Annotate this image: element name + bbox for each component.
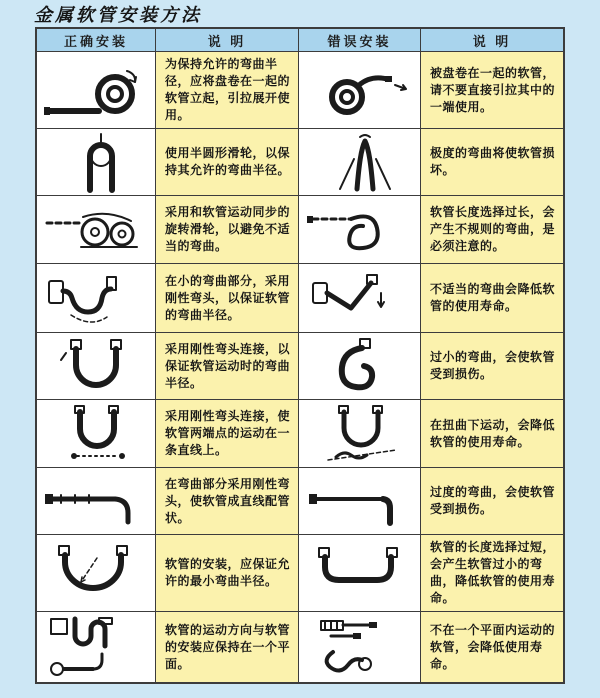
correct-description: 采用和软管运动同步的旋转滑轮，以避免不适当的弯曲。 bbox=[156, 196, 299, 264]
table-row bbox=[37, 468, 564, 535]
wrong-image-cell bbox=[299, 400, 421, 468]
hose-same-plane-motion-icon bbox=[41, 614, 151, 680]
wrong-image-cell bbox=[299, 535, 421, 612]
correct-image-cell bbox=[37, 612, 156, 683]
header-wrong-install: 错误安装 bbox=[299, 29, 421, 52]
wrong-image-cell bbox=[299, 333, 421, 400]
correct-description: 软管的运动方向与软管的安装应保持在一个平面。 bbox=[156, 612, 299, 683]
header-wrong-description: 说 明 bbox=[421, 29, 564, 52]
table-row bbox=[37, 129, 564, 196]
wrong-description: 软管的长度选择过短，会产生软管过小的弯曲，降低软管的使用寿命。 bbox=[421, 535, 564, 612]
hose-extreme-bend-icon bbox=[310, 131, 410, 193]
correct-image-cell bbox=[37, 129, 156, 196]
wrong-description: 软管长度选择过长，会产生不规则的弯曲，是必须注意的。 bbox=[421, 196, 564, 264]
table-row bbox=[37, 333, 564, 400]
hose-too-short-icon bbox=[305, 540, 415, 606]
correct-description: 在弯曲部分采用刚性弯头，使软管成直线配管状。 bbox=[156, 468, 299, 535]
hose-coil-upright-icon bbox=[41, 59, 151, 121]
table-row bbox=[37, 400, 564, 468]
hose-straight-piping-icon bbox=[41, 470, 151, 532]
wrong-image-cell bbox=[299, 264, 421, 333]
hose-inline-motion-icon bbox=[46, 402, 146, 466]
correct-image-cell bbox=[37, 264, 156, 333]
hose-improper-bend-icon bbox=[305, 267, 415, 329]
table-row bbox=[37, 535, 564, 612]
correct-image-cell bbox=[37, 468, 156, 535]
hose-over-pulley-icon bbox=[46, 131, 146, 193]
wrong-image-cell bbox=[299, 468, 421, 535]
correct-description: 采用刚性弯头连接，以保证软管运动时的弯曲半径。 bbox=[156, 333, 299, 400]
installation-table bbox=[36, 28, 564, 683]
table-row bbox=[37, 612, 564, 683]
table-row bbox=[37, 196, 564, 264]
correct-description: 软管的安装，应保证允许的最小弯曲半径。 bbox=[156, 535, 299, 612]
hose-coil-pulled-icon bbox=[305, 59, 415, 121]
hose-too-long-loop-icon bbox=[305, 199, 415, 261]
page-title: 金属软管安装方法 bbox=[34, 5, 202, 26]
wrong-image-cell bbox=[299, 196, 421, 264]
correct-image-cell bbox=[37, 400, 156, 468]
correct-description: 使用半圆形滑轮，以保持其允许的弯曲半径。 bbox=[156, 129, 299, 196]
correct-image-cell bbox=[37, 535, 156, 612]
hose-twisted-motion-icon bbox=[310, 402, 410, 466]
correct-description: 为保持允许的弯曲半径，应将盘卷在一起的软管立起，引拉展开使用。 bbox=[156, 52, 299, 129]
hose-too-small-bend-icon bbox=[310, 335, 410, 397]
hose-out-of-plane-icon bbox=[305, 614, 415, 680]
wrong-description: 不在一个平面内运动的软管，会降低使用寿命。 bbox=[421, 612, 564, 683]
header-correct-description: 说 明 bbox=[156, 29, 299, 52]
correct-image-cell bbox=[37, 196, 156, 264]
hose-rigid-elbow-small-bend-icon bbox=[41, 267, 151, 329]
wrong-description: 被盘卷在一起的软管，请不要直接引拉其中的一端使用。 bbox=[421, 52, 564, 129]
table-row bbox=[37, 264, 564, 333]
header-correct-install: 正确安装 bbox=[37, 29, 156, 52]
wrong-description: 不适当的弯曲会降低软管的使用寿命。 bbox=[421, 264, 564, 333]
hose-min-bend-radius-icon bbox=[41, 540, 151, 606]
correct-description: 采用刚性弯头连接，使软管两端点的运动在一条直线上。 bbox=[156, 400, 299, 468]
hose-excessive-bend-icon bbox=[305, 470, 415, 532]
wrong-image-cell bbox=[299, 612, 421, 683]
wrong-image-cell bbox=[299, 129, 421, 196]
hose-rigid-elbow-connection-icon bbox=[46, 335, 146, 397]
correct-description: 在小的弯曲部分，采用刚性弯头，以保证软管的弯曲半径。 bbox=[156, 264, 299, 333]
wrong-description: 过度的弯曲，会使软管受到损伤。 bbox=[421, 468, 564, 535]
hose-synchronous-rollers-icon bbox=[41, 199, 151, 261]
header-row bbox=[37, 29, 564, 52]
correct-image-cell bbox=[37, 52, 156, 129]
correct-image-cell bbox=[37, 333, 156, 400]
table-row bbox=[37, 52, 564, 129]
wrong-description: 极度的弯曲将使软管损坏。 bbox=[421, 129, 564, 196]
wrong-description: 过小的弯曲，会使软管受到损伤。 bbox=[421, 333, 564, 400]
wrong-description: 在扭曲下运动，会降低软管的使用寿命。 bbox=[421, 400, 564, 468]
wrong-image-cell bbox=[299, 52, 421, 129]
